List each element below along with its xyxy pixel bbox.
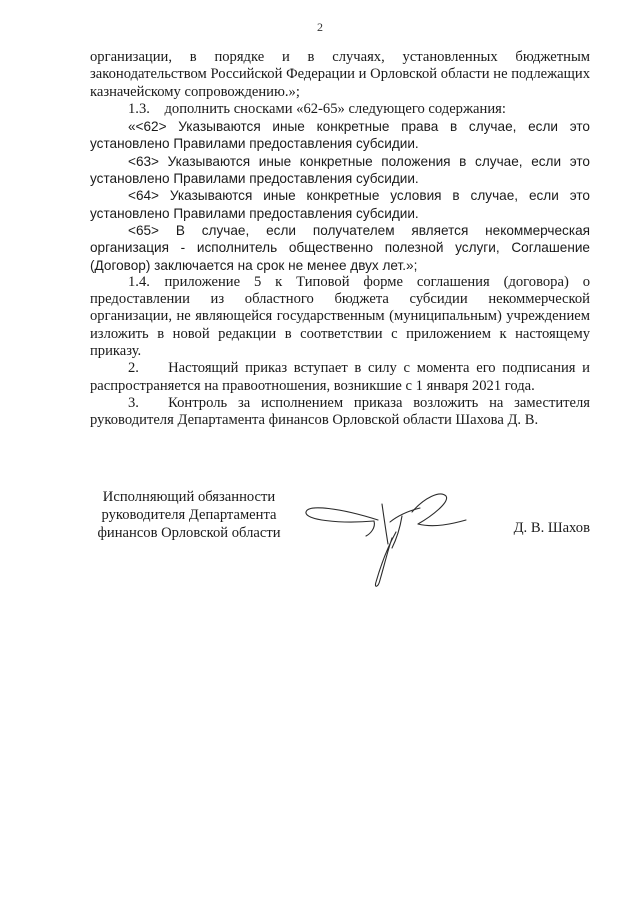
paragraph-3: 3. Контроль за исполнением приказа возложить на заместителя руководителя Департамента финансов Орловской области Шахова Д. В. bbox=[90, 394, 590, 429]
footnote-62: «<62> Указываются иные конкретные права в случае, если это установлено Правилами предоставления субсидии. bbox=[90, 119, 590, 152]
paragraph-continuation: организации, в порядке и в случаях, установленных бюджетным законодательством Российской Федерации и Орловской области не подлежащих казначейскому сопровождению.»; bbox=[90, 49, 590, 100]
paragraph-1-4: 1.4. приложение 5 к Типовой форме соглашения (договора) о предоставлении из областного бюджета субсидии некоммерческой организации, не являющейся государственным (муниципальным) учреждением изложить в новой редакции в соответствии с приложением к настоящему приказу. bbox=[90, 273, 590, 360]
document-body bbox=[90, 49, 590, 430]
paragraph-2: 2. Настоящий приказ вступает в силу с момента его подписания и распространяется на правоотношения, возникшие с 1 января 2021 года. bbox=[90, 360, 590, 394]
footnote-64: <64> Указываются иные конкретные условия в случае, если это установлено Правилами предоставления субсидии. bbox=[90, 188, 590, 221]
paragraph-1-3: 1.3. дополнить сносками «62-65» следующего содержания: bbox=[128, 100, 506, 117]
handwritten-signature bbox=[300, 484, 490, 594]
footnote-65: <65> В случае, если получателем является некоммерческая организация - исполнитель общественно полезной услуги, Соглашение (Договор) заключается на срок не менее двух лет.»; bbox=[90, 222, 590, 273]
page-number: 2 bbox=[317, 20, 323, 34]
signatory-name: Д. В. Шахов bbox=[513, 520, 590, 536]
signatory-title-line: финансов Орловской области bbox=[97, 525, 281, 541]
signatory-title-line: Исполняющий обязанности bbox=[102, 489, 276, 505]
footnote-63: <63> Указываются иные конкретные положения в случае, если это установлено Правилами предоставления субсидии. bbox=[90, 153, 590, 187]
signatory-title-line: руководителя Департамента bbox=[101, 507, 277, 523]
signatory-title bbox=[84, 488, 294, 542]
